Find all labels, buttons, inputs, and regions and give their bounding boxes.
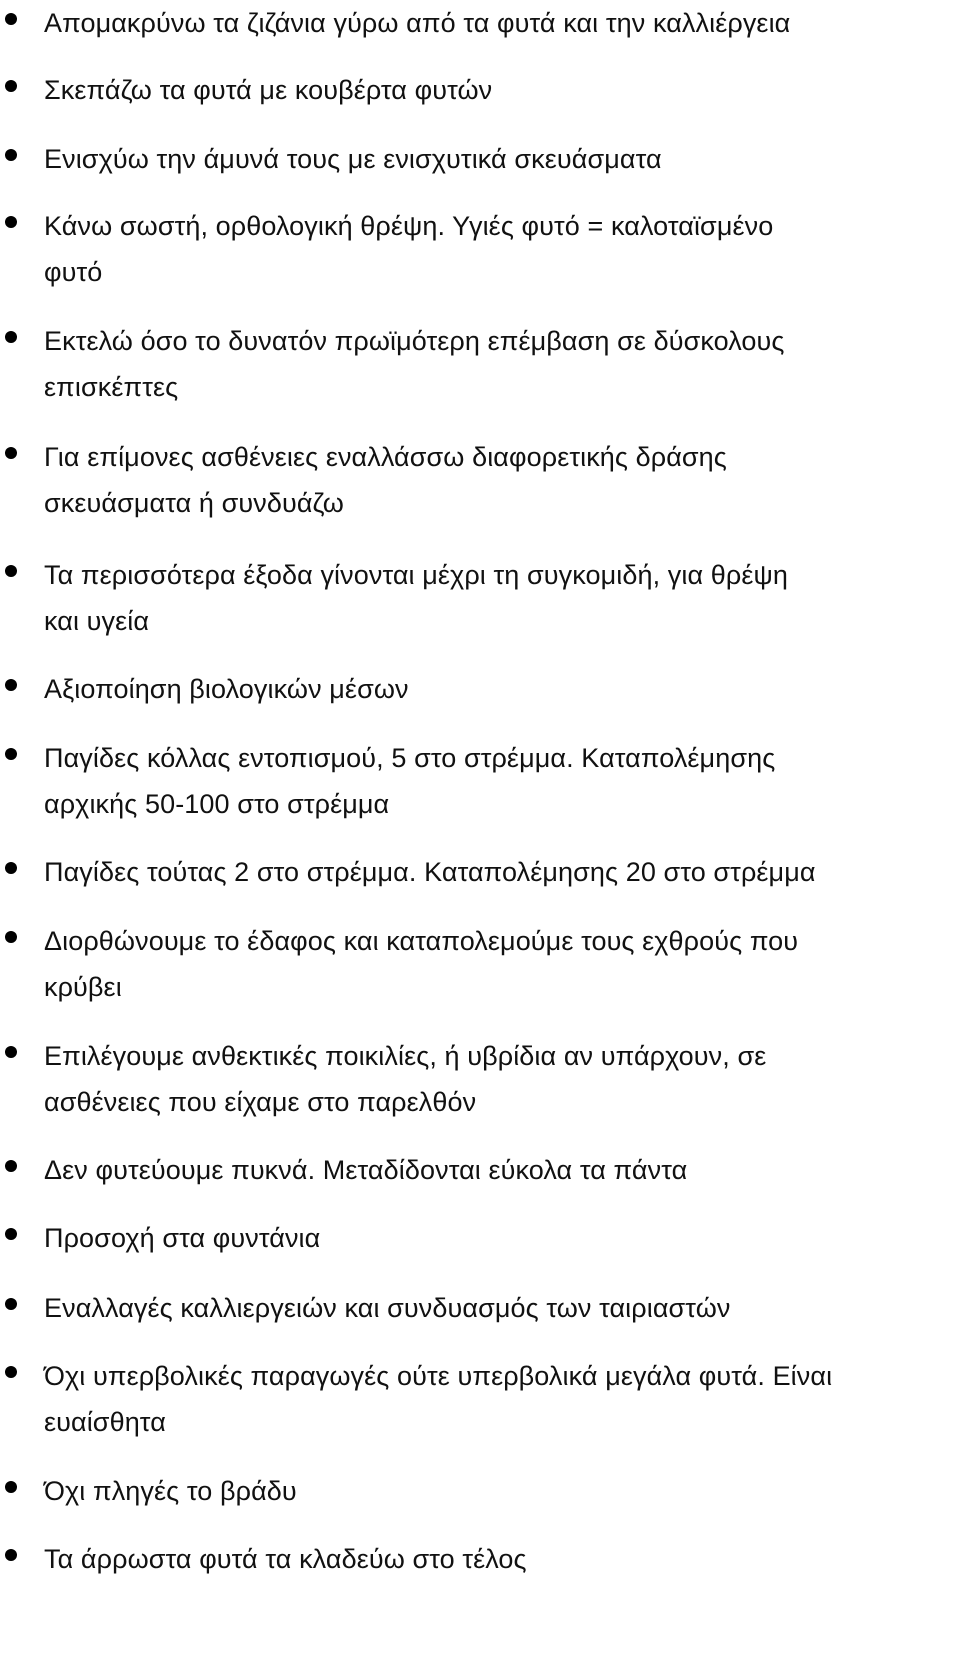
bullet-icon xyxy=(5,931,17,943)
bullet-icon xyxy=(5,565,17,577)
list-item-text: Για επίμονες ασθένειες εναλλάσσω διαφορετικής δράσης σκευάσματα ή συνδυάζω xyxy=(44,442,727,518)
list-item-text: Σκεπάζω τα φυτά με κουβέρτα φυτών xyxy=(44,75,493,105)
list-item-text: Παγίδες κόλλας εντοπισμού, 5 στο στρέμμα. Καταπολέμησης αρχικής 50-100 στο στρέμμα xyxy=(44,743,776,819)
list-item-text: Αξιοποίηση βιολογικών μέσων xyxy=(44,674,409,704)
list-item-text: Διορθώνουμε το έδαφος και καταπολεμούμε τους εχθρούς που κρύβει xyxy=(44,926,799,1002)
bullet-icon xyxy=(5,1228,17,1240)
list-item-text: Τα περισσότερα έξοδα γίνονται μέχρι τη συγκομιδή, για θρέψη και υγεία xyxy=(44,560,788,636)
bullet-icon xyxy=(5,13,17,25)
list-item-text: Επιλέγουμε ανθεκτικές ποικιλίες, ή υβρίδια αν υπάρχουν, σε ασθένειες που είχαμε στο παρελθόν xyxy=(44,1041,767,1117)
bullet-icon xyxy=(5,748,17,760)
bullet-icon xyxy=(5,1046,17,1058)
list-item-text: Όχι υπερβολικές παραγωγές ούτε υπερβολικά μεγάλα φυτά. Είναι ευαίσθητα xyxy=(44,1361,833,1437)
list-item-text: Κάνω σωστή, ορθολογική θρέψη. Υγιές φυτό = καλοταϊσμένο φυτό xyxy=(44,211,774,287)
bullet-icon xyxy=(5,679,17,691)
bullet-icon xyxy=(5,1481,17,1493)
bullet-icon xyxy=(5,447,17,459)
bullet-icon xyxy=(5,216,17,228)
bullet-icon xyxy=(5,1366,17,1378)
list-item-text: Προσοχή στα φυντάνια xyxy=(44,1223,321,1253)
list-item-text: Απομακρύνω τα ζιζάνια γύρω από τα φυτά και την καλλιέργεια xyxy=(44,8,791,38)
bullet-icon xyxy=(5,862,17,874)
list-item-text: Ενισχύω την άμυνά τους με ενισχυτικά σκευάσματα xyxy=(44,144,662,174)
bullet-icon xyxy=(5,331,17,343)
bullet-icon xyxy=(5,1298,17,1310)
list-item-text: Όχι πληγές το βράδυ xyxy=(44,1476,297,1506)
bullet-icon xyxy=(5,1160,17,1172)
list-item-text: Εκτελώ όσο το δυνατόν πρωϊμότερη επέμβαση σε δύσκολους επισκέπτες xyxy=(44,326,785,402)
list-item-text: Παγίδες τούτας 2 στο στρέμμα. Καταπολέμησης 20 στο στρέμμα xyxy=(44,857,816,887)
list-item-text: Τα άρρωστα φυτά τα κλαδεύω στο τέλος xyxy=(44,1544,527,1574)
bullet-icon xyxy=(5,80,17,92)
list-item-text: Εναλλαγές καλλιεργειών και συνδυασμός των ταιριαστών xyxy=(44,1293,731,1323)
bullet-icon xyxy=(5,1549,17,1561)
list-item-text: Δεν φυτεύουμε πυκνά. Μεταδίδονται εύκολα τα πάντα xyxy=(44,1155,688,1185)
bullet-icon xyxy=(5,149,17,161)
